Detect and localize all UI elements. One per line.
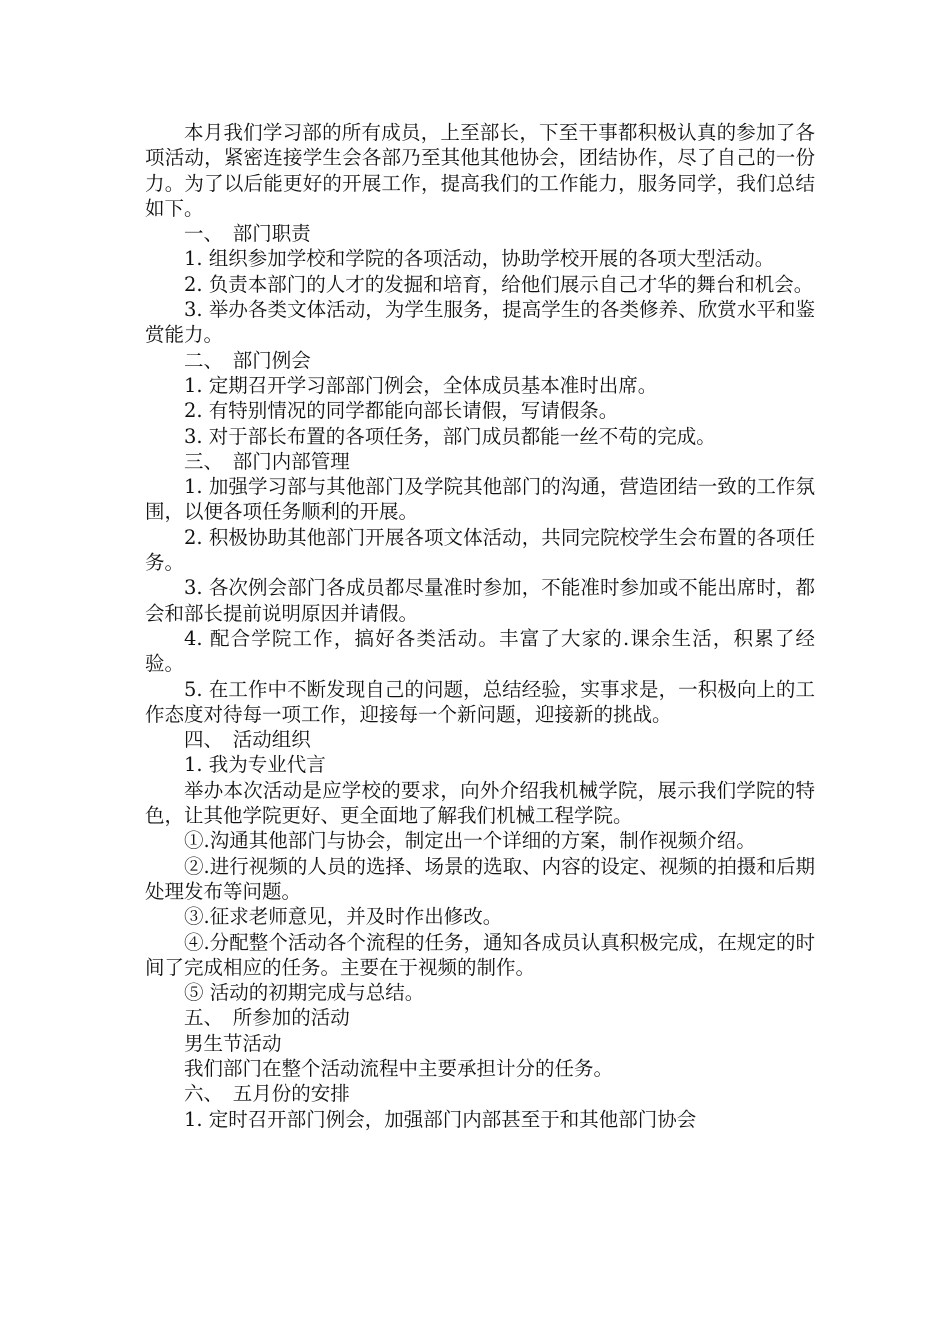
meeting-item-1: 1. 定期召开学习部部门例会，全体成员基本准时出席。 bbox=[184, 373, 658, 397]
duty-item-2: 2. 负责本部门的人才的发掘和培育，给他们展示自己才华的舞台和机会。 bbox=[184, 272, 814, 296]
activity-item-1: 1. 我为专业代言 bbox=[184, 753, 326, 777]
duty-item-3: 3. 举办各类文体活动，为学生服务，提高学生的各类修养、欣赏水平和鉴赏能力。 bbox=[145, 298, 815, 347]
section-heading-duties: 一、 部门职责 bbox=[184, 222, 311, 246]
activity-step-4: ④.分配整个活动各个流程的任务，通知各成员认真积极完成，在规定的时间了完成相应的任务。主要在于视频的制作。 bbox=[145, 930, 815, 979]
activity-description: 举办本次活动是应学校的要求，向外介绍我机械学院，展示我们学院的特色，让其他学院更好、更全面地了解我们机械工程学院。 bbox=[145, 778, 815, 828]
activity-step-2: ②.进行视频的人员的选择、场景的选取、内容的设定、视频的拍摄和后期处理发布等问题。 bbox=[145, 854, 815, 903]
management-item-3: 3. 各次例会部门各成员都尽量准时参加，不能准时参加或不能出席时，都会和部长提前说明原因并请假。 bbox=[145, 576, 815, 625]
participated-activity-description: 我们部门在整个活动流程中主要承担计分的任务。 bbox=[184, 1056, 614, 1080]
section-heading-internal-management: 三、 部门内部管理 bbox=[184, 449, 350, 473]
meeting-item-3: 3. 对于部长布置的各项任务，部门成员都能一丝不苟的完成。 bbox=[184, 424, 716, 448]
management-item-2: 2. 积极协助其他部门开展各项文体活动，共同完院校学生会布置的各项任务。 bbox=[145, 525, 815, 575]
management-item-1: 1. 加强学习部与其他部门及学院其他部门的沟通，营造团结一致的工作氛围，以便各项任务顺利的开展。 bbox=[145, 475, 815, 524]
participated-activity-name: 男生节活动 bbox=[184, 1031, 282, 1055]
activity-step-1: ①.沟通其他部门与协会，制定出一个详细的方案，制作视频介绍。 bbox=[184, 829, 756, 853]
intro-paragraph: 本月我们学习部的所有成员，上至部长，下至干事都积极认真的参加了各项活动，紧密连接学生会各部乃至其他其他协会，团结协作，尽了自己的一份力。为了以后能更好的开展工作，提高我们的工作能力，服务同学，我们总结如下。 bbox=[145, 121, 815, 220]
section-heading-participated-activities: 五、 所参加的活动 bbox=[184, 1006, 350, 1030]
duty-item-1: 1. 组织参加学校和学院的各项活动，协助学校开展的各项大型活动。 bbox=[184, 247, 775, 271]
activity-step-5: ⑤ 活动的初期完成与总结。 bbox=[184, 981, 425, 1005]
document-body bbox=[145, 120, 815, 1132]
management-item-5: 5. 在工作中不断发现自己的问题，总结经验，实事求是，一积极向上的工作态度对待每一项工作，迎接每一个新问题，迎接新的挑战。 bbox=[145, 677, 815, 726]
section-heading-may-plan: 六、 五月份的安排 bbox=[184, 1082, 350, 1106]
may-plan-item-1: 1. 定时召开部门例会，加强部门内部甚至于和其他部门协会 bbox=[184, 1107, 697, 1131]
activity-step-3: ③.征求老师意见，并及时作出修改。 bbox=[184, 905, 503, 929]
meeting-item-2: 2. 有特别情况的同学都能向部长请假，写请假条。 bbox=[184, 399, 619, 423]
section-heading-meetings: 二、 部门例会 bbox=[184, 348, 311, 372]
management-item-4: 4. 配合学院工作，搞好各类活动。丰富了大家的.课余生活，积累了经验。 bbox=[145, 626, 815, 676]
section-heading-activity-organization: 四、 活动组织 bbox=[184, 728, 311, 752]
